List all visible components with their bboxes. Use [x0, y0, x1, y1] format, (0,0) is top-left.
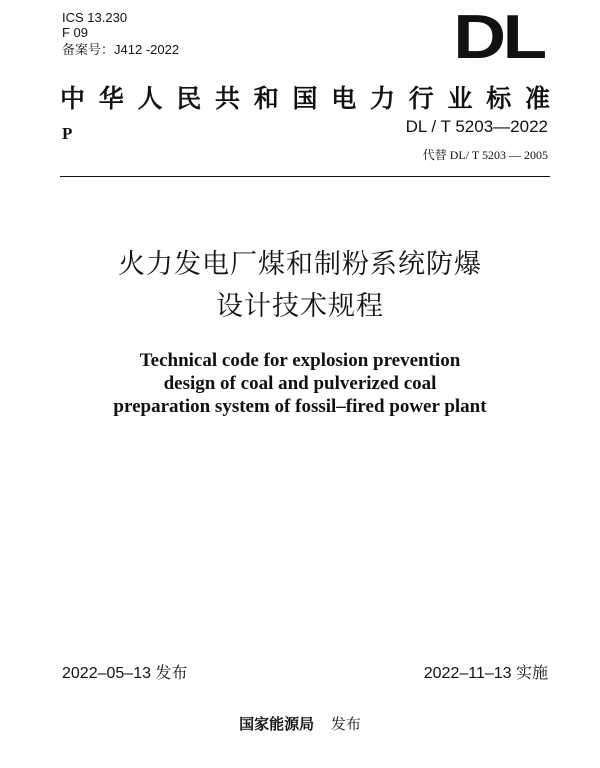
ics-code: ICS 13.230 [62, 10, 128, 25]
title-en-line-1: Technical code for explosion prevention [139, 350, 461, 371]
title-cn-line-2: 设计技术规程 [216, 291, 384, 322]
issue-date: 2022–05–13 发布 [62, 665, 188, 682]
standard-code: DL / T 5203—2022 [405, 117, 548, 136]
title-cn-line-1: 火力发电厂煤和制粉系统防爆 [118, 249, 482, 280]
ccs-code: F 09 [62, 25, 89, 40]
publisher-action: 发布 [330, 715, 361, 733]
header-divider [60, 176, 550, 177]
implementation-date: 2022–11–13 实施 [423, 665, 548, 682]
filing-number: 备案号：J412 -2022 [62, 42, 180, 57]
standard-type-heading: 中华人民共和国电力行业标准 [60, 84, 550, 113]
category-letter: P [62, 124, 73, 143]
publisher-name: 国家能源局 [239, 715, 315, 733]
title-en-line-2: design of coal and pulverized coal [163, 373, 437, 394]
dl-logo: DL [453, 3, 544, 72]
replaces-note: 代替 DL/ T 5203 — 2005 [422, 148, 548, 162]
title-en-line-3: preparation system of fossil–fired power plant [113, 396, 487, 417]
publisher-line [0, 713, 600, 734]
